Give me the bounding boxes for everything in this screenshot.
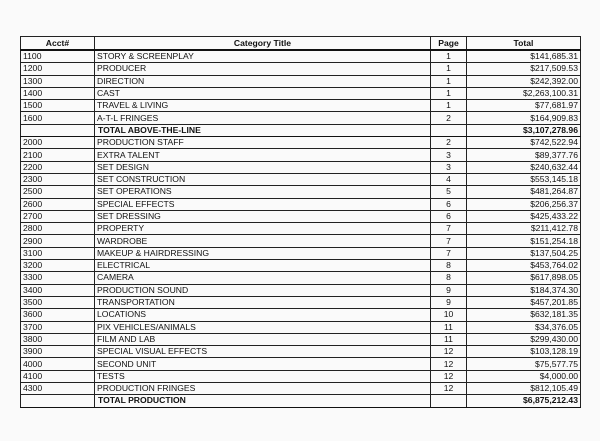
page-cell: 7 — [431, 235, 467, 247]
page-cell: 7 — [431, 223, 467, 235]
total-cell: $425,433.22 — [467, 210, 581, 222]
total-cell: $75,577.75 — [467, 358, 581, 370]
table-row — [21, 321, 581, 333]
page-cell: 12 — [431, 346, 467, 358]
budget-table-header — [21, 37, 581, 51]
total-cell: $184,374.30 — [467, 284, 581, 296]
acct-cell: 2500 — [21, 186, 95, 198]
page-cell: 10 — [431, 309, 467, 321]
acct-cell: 2900 — [21, 235, 95, 247]
total-cell: $141,685.31 — [467, 50, 581, 63]
acct-cell: 2000 — [21, 137, 95, 149]
table-row — [21, 149, 581, 161]
table-row — [21, 137, 581, 149]
page-cell — [431, 124, 467, 136]
table-row — [21, 284, 581, 296]
table-row — [21, 235, 581, 247]
category-title-cell: EXTRA TALENT — [95, 149, 431, 161]
page-cell: 1 — [431, 87, 467, 99]
total-cell: $3,107,278.96 — [467, 124, 581, 136]
category-title-cell: CAMERA — [95, 272, 431, 284]
table-row — [21, 272, 581, 284]
total-cell: $206,256.37 — [467, 198, 581, 210]
table-row — [21, 75, 581, 87]
acct-cell — [21, 124, 95, 136]
category-title-cell: PRODUCTION SOUND — [95, 284, 431, 296]
total-cell: $164,909.83 — [467, 112, 581, 124]
table-row — [21, 50, 581, 63]
header-category-title: Category Title — [95, 37, 431, 51]
total-cell: $211,412.78 — [467, 223, 581, 235]
category-title-cell: PRODUCTION FRINGES — [95, 383, 431, 395]
total-cell: $2,263,100.31 — [467, 87, 581, 99]
page-cell: 9 — [431, 296, 467, 308]
category-title-cell: FILM AND LAB — [95, 333, 431, 345]
category-title-cell: TRANSPORTATION — [95, 296, 431, 308]
page-cell: 12 — [431, 383, 467, 395]
total-cell: $457,201.85 — [467, 296, 581, 308]
total-cell: $240,632.44 — [467, 161, 581, 173]
category-title-cell: SET OPERATIONS — [95, 186, 431, 198]
category-title-cell: LOCATIONS — [95, 309, 431, 321]
page-cell: 1 — [431, 100, 467, 112]
table-row — [21, 186, 581, 198]
acct-cell: 3200 — [21, 260, 95, 272]
table-row — [21, 223, 581, 235]
total-cell: $217,509.53 — [467, 63, 581, 75]
acct-cell: 3300 — [21, 272, 95, 284]
page-cell: 4 — [431, 173, 467, 185]
acct-cell: 2100 — [21, 149, 95, 161]
acct-cell: 1300 — [21, 75, 95, 87]
category-title-cell: TOTAL ABOVE-THE-LINE — [95, 124, 431, 136]
header-acct: Acct# — [21, 37, 95, 51]
page-cell: 8 — [431, 272, 467, 284]
total-cell: $151,254.18 — [467, 235, 581, 247]
page-cell: 11 — [431, 321, 467, 333]
page-cell: 6 — [431, 210, 467, 222]
category-title-cell: SET DRESSING — [95, 210, 431, 222]
total-cell: $481,264.87 — [467, 186, 581, 198]
table-row — [21, 358, 581, 370]
acct-cell: 3600 — [21, 309, 95, 321]
page-cell: 1 — [431, 50, 467, 63]
table-row — [21, 100, 581, 112]
page-cell: 5 — [431, 186, 467, 198]
total-cell: $6,875,212.43 — [467, 395, 581, 407]
acct-cell: 2700 — [21, 210, 95, 222]
category-title-cell: CAST — [95, 87, 431, 99]
budget-table — [20, 36, 581, 408]
page-cell: 1 — [431, 75, 467, 87]
table-row — [21, 260, 581, 272]
category-title-cell: SECOND UNIT — [95, 358, 431, 370]
total-cell: $89,377.76 — [467, 149, 581, 161]
table-row — [21, 173, 581, 185]
table-row — [21, 210, 581, 222]
category-title-cell: SPECIAL EFFECTS — [95, 198, 431, 210]
page-cell: 9 — [431, 284, 467, 296]
category-title-cell: A-T-L FRINGES — [95, 112, 431, 124]
page-cell: 3 — [431, 161, 467, 173]
acct-cell: 2600 — [21, 198, 95, 210]
page-cell: 11 — [431, 333, 467, 345]
subtotal-row — [21, 124, 581, 136]
page-cell: 3 — [431, 149, 467, 161]
table-row — [21, 370, 581, 382]
acct-cell: 3900 — [21, 346, 95, 358]
acct-cell: 1600 — [21, 112, 95, 124]
total-cell: $77,681.97 — [467, 100, 581, 112]
table-row — [21, 63, 581, 75]
page-cell: 8 — [431, 260, 467, 272]
table-row — [21, 112, 581, 124]
category-title-cell: PIX VEHICLES/ANIMALS — [95, 321, 431, 333]
table-row — [21, 309, 581, 321]
total-cell: $242,392.00 — [467, 75, 581, 87]
acct-cell: 4300 — [21, 383, 95, 395]
total-cell: $103,128.19 — [467, 346, 581, 358]
total-cell: $617,898.05 — [467, 272, 581, 284]
category-title-cell: TOTAL PRODUCTION — [95, 395, 431, 407]
page-cell — [431, 395, 467, 407]
acct-cell: 2800 — [21, 223, 95, 235]
acct-cell: 2300 — [21, 173, 95, 185]
table-row — [21, 161, 581, 173]
page-cell: 2 — [431, 137, 467, 149]
category-title-cell: WARDROBE — [95, 235, 431, 247]
subtotal-row — [21, 395, 581, 407]
total-cell: $299,430.00 — [467, 333, 581, 345]
total-cell: $34,376.05 — [467, 321, 581, 333]
total-cell: $812,105.49 — [467, 383, 581, 395]
category-title-cell: SPECIAL VISUAL EFFECTS — [95, 346, 431, 358]
acct-cell: 3500 — [21, 296, 95, 308]
page-cell: 12 — [431, 358, 467, 370]
category-title-cell: PRODUCER — [95, 63, 431, 75]
table-row — [21, 346, 581, 358]
acct-cell: 2200 — [21, 161, 95, 173]
category-title-cell: TESTS — [95, 370, 431, 382]
total-cell: $742,522.94 — [467, 137, 581, 149]
budget-table-body — [21, 50, 581, 407]
acct-cell: 3800 — [21, 333, 95, 345]
acct-cell: 1200 — [21, 63, 95, 75]
total-cell: $137,504.25 — [467, 247, 581, 259]
total-cell: $632,181.35 — [467, 309, 581, 321]
table-row — [21, 198, 581, 210]
acct-cell: 1100 — [21, 50, 95, 63]
category-title-cell: TRAVEL & LIVING — [95, 100, 431, 112]
acct-cell: 3400 — [21, 284, 95, 296]
table-row — [21, 87, 581, 99]
category-title-cell: PRODUCTION STAFF — [95, 137, 431, 149]
header-total: Total — [467, 37, 581, 51]
acct-cell: 1400 — [21, 87, 95, 99]
page-cell: 12 — [431, 370, 467, 382]
acct-cell: 1500 — [21, 100, 95, 112]
page-cell: 7 — [431, 247, 467, 259]
category-title-cell: STORY & SCREENPLAY — [95, 50, 431, 63]
page-cell: 2 — [431, 112, 467, 124]
acct-cell: 3100 — [21, 247, 95, 259]
table-row — [21, 247, 581, 259]
category-title-cell: SET CONSTRUCTION — [95, 173, 431, 185]
category-title-cell: SET DESIGN — [95, 161, 431, 173]
category-title-cell: DIRECTION — [95, 75, 431, 87]
category-title-cell: MAKEUP & HAIRDRESSING — [95, 247, 431, 259]
table-row — [21, 333, 581, 345]
acct-cell: 3700 — [21, 321, 95, 333]
total-cell: $553,145.18 — [467, 173, 581, 185]
category-title-cell: PROPERTY — [95, 223, 431, 235]
page-cell: 1 — [431, 63, 467, 75]
header-page: Page — [431, 37, 467, 51]
table-row — [21, 383, 581, 395]
acct-cell: 4000 — [21, 358, 95, 370]
acct-cell: 4100 — [21, 370, 95, 382]
total-cell: $4,000.00 — [467, 370, 581, 382]
category-title-cell: ELECTRICAL — [95, 260, 431, 272]
total-cell: $453,764.02 — [467, 260, 581, 272]
table-row — [21, 296, 581, 308]
page-cell: 6 — [431, 198, 467, 210]
header-row — [21, 37, 581, 51]
acct-cell — [21, 395, 95, 407]
